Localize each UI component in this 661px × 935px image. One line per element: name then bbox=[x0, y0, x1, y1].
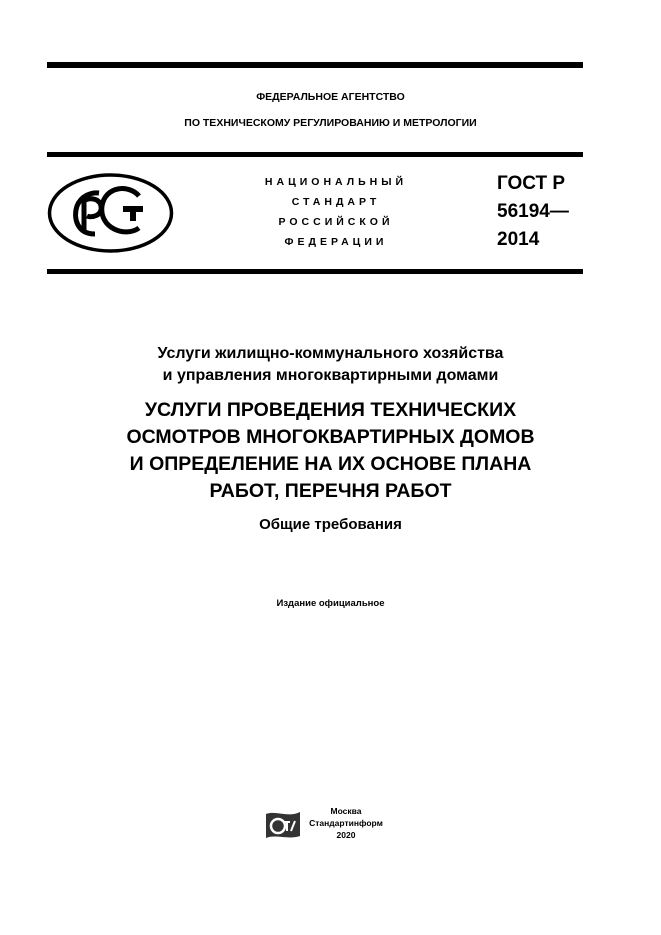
title-line-1: УСЛУГИ ПРОВЕДЕНИЯ ТЕХНИЧЕСКИХ bbox=[144, 399, 517, 421]
designation-line-1: ГОСТ Р bbox=[497, 173, 566, 194]
designation-line-3: 2014 bbox=[497, 229, 540, 250]
subtitle-line-1: Услуги жилищно-коммунального хозяйства bbox=[157, 345, 504, 362]
publisher-info bbox=[306, 805, 386, 841]
title-line-2: ОСМОТРОВ МНОГОКВАРТИРНЫХ ДОМОВ bbox=[126, 426, 535, 448]
edition-label: Издание официальное bbox=[276, 598, 385, 609]
national-line-4: ФЕДЕРАЦИИ bbox=[284, 236, 388, 248]
standard-designation bbox=[497, 170, 569, 254]
title-line-3: И ОПРЕДЕЛЕНИЕ НА ИХ ОСНОВЕ ПЛАНА bbox=[129, 453, 532, 475]
national-line-2: СТАНДАРТ bbox=[291, 196, 381, 208]
standartinform-logo-icon bbox=[264, 810, 302, 840]
standard-block-bottom-rule bbox=[47, 269, 583, 274]
subtitle-line-2: и управления многоквартирными домами bbox=[162, 367, 499, 384]
publisher-city: Москва bbox=[330, 806, 362, 816]
agency-line-2: ПО ТЕХНИЧЕСКОМУ РЕГУЛИРОВАНИЮ И МЕТРОЛОГИИ bbox=[184, 117, 477, 129]
rst-gost-logo-icon bbox=[47, 172, 174, 254]
national-standard-label bbox=[238, 172, 434, 252]
document-subtitle bbox=[0, 343, 661, 387]
national-line-3: РОССИЙСКОЙ bbox=[278, 216, 394, 228]
title-line-4: РАБОТ, ПЕРЕЧНЯ РАБОТ bbox=[209, 480, 452, 502]
header-divider-rule bbox=[47, 152, 583, 157]
agency-line-1: ФЕДЕРАЛЬНОЕ АГЕНТСТВО bbox=[256, 91, 405, 103]
publication-year: 2020 bbox=[336, 830, 356, 840]
document-title bbox=[0, 397, 661, 505]
publisher-name: Стандартинформ bbox=[309, 818, 383, 828]
requirements-heading: Общие требования bbox=[259, 516, 402, 533]
national-line-1: НАЦИОНАЛЬНЫЙ bbox=[264, 176, 408, 188]
designation-line-2: 56194— bbox=[497, 201, 569, 222]
top-rule bbox=[47, 62, 583, 68]
